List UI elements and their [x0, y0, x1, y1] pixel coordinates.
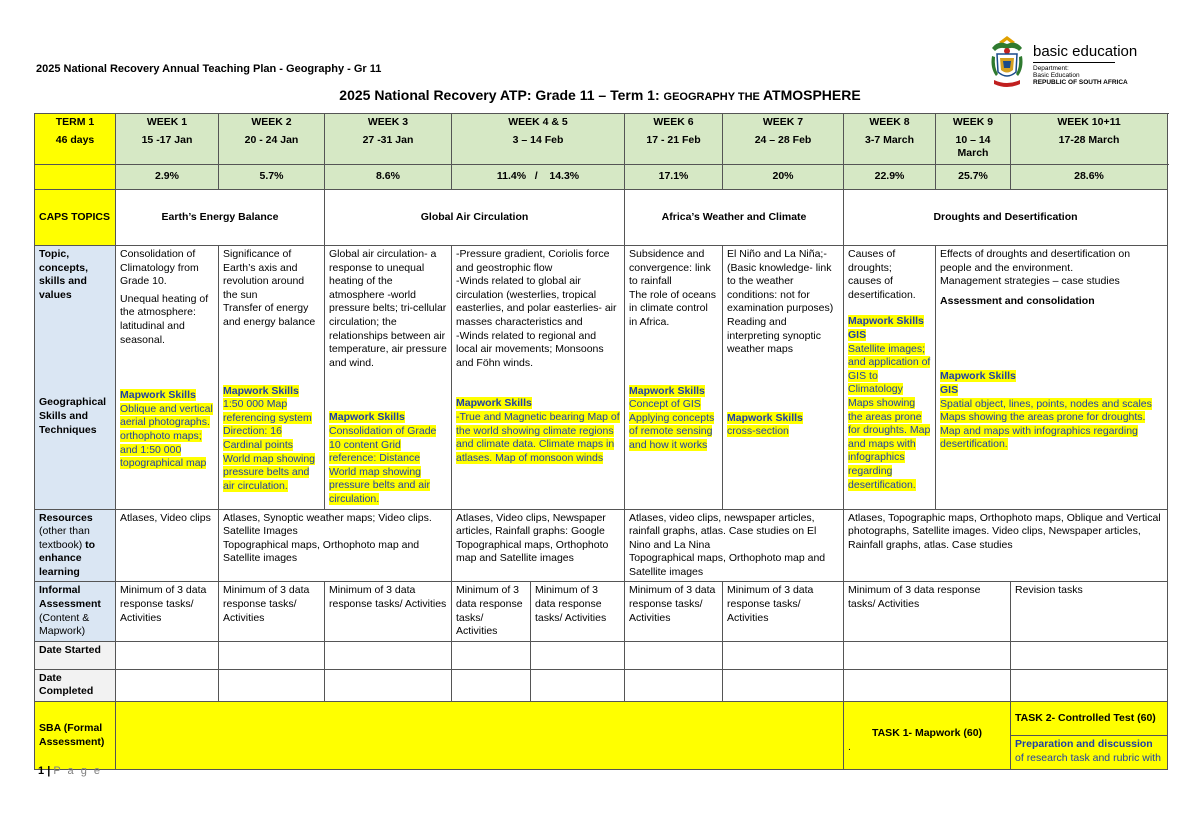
geo-skills-label: Geographical Skills and Techniques	[39, 396, 107, 436]
title-main: 2025 National Recovery ATP: Grade 11 – Term 1:	[339, 87, 664, 103]
week-label: WEEK 10+11	[1057, 116, 1121, 128]
topic-text: The role of oceans in climate control in Africa.	[629, 288, 716, 328]
week-percentage: 11.4% / 14.3%	[452, 165, 625, 190]
week-1-content	[116, 246, 219, 510]
sba-label: SBA (Formal Assessment)	[35, 702, 116, 770]
mapwork-title: Mapwork Skills	[329, 411, 405, 424]
week-6-content	[625, 246, 723, 510]
percentage-row	[35, 165, 1168, 190]
mapwork-title: Mapwork Skills	[629, 384, 705, 397]
week-percentage: 20%	[723, 165, 844, 190]
week-2-content	[219, 246, 325, 510]
caps-topic: Africa’s Weather and Climate	[625, 190, 844, 246]
date-completed-label: Date Completed	[35, 669, 116, 701]
topic-text: Causes of droughts;	[848, 248, 896, 274]
topic-text: Management strategies – case studies	[940, 275, 1120, 288]
caps-topics-row	[35, 190, 1168, 246]
week-percentage: 17.1%	[625, 165, 723, 190]
sba-empty-area	[116, 702, 844, 770]
sba-preparation	[1011, 736, 1168, 770]
week-dates: 20 - 24 Jan	[244, 133, 299, 146]
informal-cell: Minimum of 3 data response tasks/ Activities	[531, 582, 625, 641]
week-label: WEEK 6	[653, 116, 694, 128]
date-cell[interactable]	[1011, 641, 1168, 669]
date-cell[interactable]	[1011, 669, 1168, 701]
week-7-content	[723, 246, 844, 510]
gis-title: GIS	[848, 328, 867, 341]
mapwork-text: cross-section	[727, 425, 789, 438]
mapwork-text: 1:50 000 Map referencing system Direction: 16 Cardinal points World map showing pressure belts and air circulation.	[223, 398, 316, 492]
prep-normal: of research task and rubric with	[1015, 751, 1161, 764]
sba-task-2: TASK 2- Controlled Test (60)	[1011, 702, 1168, 736]
topic-text: -Winds related to global air circulation (westerlies, tropical easterlies, and polar easterlies- air masses characteristics and	[456, 275, 617, 328]
mapwork-title: Mapwork Skills	[727, 411, 803, 424]
mapwork-title: Mapwork Skills	[848, 315, 924, 328]
date-cell[interactable]	[325, 641, 452, 669]
resources-text: Satellite Images	[223, 525, 298, 538]
topic-text: -Pressure gradient, Coriolis force and geostrophic flow	[456, 248, 610, 274]
week-label: WEEK 9	[952, 116, 994, 128]
topic-text: El Niño and La Niña;- (Basic knowledge- link to the weather conditions: not for examination purposes)	[727, 248, 834, 315]
resources-text: Atlases, video clips, newspaper articles, rainfall graphs, atlas. Case studies on El Nino and La Nina	[629, 511, 817, 551]
week-label: WEEK 3	[367, 116, 409, 128]
logo-basic-education: Basic Education	[1033, 72, 1080, 79]
mapwork-text: Concept of GIS Applying concepts of remote sensing and how it works	[629, 398, 715, 451]
coat-of-arms-icon	[988, 34, 1026, 92]
informal-cell: Minimum of 3 data response tasks/ Activities	[723, 582, 844, 641]
title-caps: GEOGRAPHY THE	[663, 91, 763, 103]
week-percentage: 2.9%	[116, 165, 219, 190]
teaching-plan-table	[34, 113, 1168, 770]
week-dates: 24 – 28 Feb	[754, 133, 812, 146]
date-cell[interactable]	[531, 669, 625, 701]
mapwork-text: Consolidation of Grade 10 content Grid reference: Distance World map showing pressure belts and air circulation.	[329, 424, 437, 505]
week-dates: 3 – 14 Feb	[512, 133, 564, 146]
task-1-dot: .	[848, 740, 851, 753]
informal-cell: Minimum of 3 data response tasks/ Activities	[844, 582, 1011, 641]
informal-assessment-label	[35, 582, 116, 641]
date-cell[interactable]	[625, 641, 723, 669]
prep-bold: Preparation and discussion	[1015, 738, 1153, 751]
date-cell[interactable]	[116, 641, 219, 669]
date-cell[interactable]	[219, 641, 325, 669]
topic-text: Reading and interpreting synoptic weather maps	[727, 315, 821, 356]
week-percentage: 5.7%	[219, 165, 325, 190]
date-cell[interactable]	[844, 641, 1011, 669]
mapwork-title: Mapwork Skills	[223, 384, 299, 397]
week-dates: 27 -31 Jan	[362, 133, 414, 146]
resources-label-bold: Resources	[39, 511, 93, 524]
topic-text: Global air circulation- a response to unequal heating of the atmosphere -world pressure belts; tri-cellular circulation; the relationships between air temperature, air pressure and wind.	[329, 248, 447, 369]
date-cell[interactable]	[452, 641, 531, 669]
logo-republic: REPUBLIC OF SOUTH AFRICA	[1033, 79, 1128, 86]
week-9-11-content	[936, 246, 1168, 510]
week-percentage: 28.6%	[1011, 165, 1168, 190]
week-6-header	[625, 114, 723, 165]
caps-topic: Global Air Circulation	[325, 190, 625, 246]
informal-cell: Minimum of 3 data response tasks/ Activities	[452, 582, 531, 641]
date-cell[interactable]	[219, 669, 325, 701]
document-header: 2025 National Recovery Annual Teaching Plan - Geography - Gr 11	[36, 63, 382, 75]
caps-topics-label: CAPS TOPICS	[35, 190, 116, 246]
mapwork-text: -True and Magnetic bearing Map of the world showing climate regions and climate data. Climate maps in atlases. Map of monsoon winds	[456, 410, 620, 464]
page-footer	[38, 765, 102, 777]
week-3-header	[325, 114, 452, 165]
informal-label-normal: (Content & Mapwork)	[39, 611, 90, 638]
week-7-header	[723, 114, 844, 165]
week-label: WEEK 1	[146, 116, 188, 128]
mapwork-text: Oblique and vertical aerial photographs. orthophoto maps; and 1:50 000 topographical map	[120, 402, 213, 470]
date-cell[interactable]	[452, 669, 531, 701]
mapwork-title: Mapwork Skills	[940, 370, 1016, 383]
topic-text: Subsidence and convergence: link to rainfall	[629, 248, 711, 288]
week-label: WEEK 8	[869, 116, 910, 128]
informal-cell: Minimum of 3 data response tasks/ Activities	[116, 582, 219, 641]
resources-row	[35, 509, 1168, 582]
gis-title: GIS	[940, 383, 959, 396]
date-cell[interactable]	[723, 641, 844, 669]
week-3-content	[325, 246, 452, 510]
week-1-header	[116, 114, 219, 165]
date-started-label: Date Started	[35, 641, 116, 669]
resources-text: Topographical maps, Orthophoto map and Satellite images	[223, 538, 420, 565]
week-4-5-content	[452, 246, 625, 510]
resources-week-6-7	[625, 509, 844, 582]
basic-education-logo	[988, 34, 1138, 94]
page-number: 1	[38, 765, 45, 777]
week-dates: 10 – 14 March	[955, 133, 991, 160]
informal-label-bold: Informal Assessment	[39, 584, 101, 611]
assessment-consolidation: Assessment and consolidation	[940, 294, 1095, 307]
week-label: WEEK 2	[251, 116, 292, 128]
week-dates: 3-7 March	[865, 133, 915, 146]
topic-skills-row	[35, 246, 1168, 510]
week-4-5-header	[452, 114, 625, 165]
week-dates: 15 -17 Jan	[141, 133, 193, 146]
week-header-row	[35, 114, 1168, 165]
sba-task-1	[844, 702, 1011, 770]
informal-cell: Revision tasks	[1011, 582, 1168, 641]
logo-department: Department:	[1033, 65, 1069, 72]
week-percentage: 22.9%	[844, 165, 936, 190]
week-percentage: 25.7%	[936, 165, 1011, 190]
resources-week-8-11: Atlases, Topographic maps, Orthophoto maps, Oblique and Vertical photographs, Satellite images. Video clips, Newspaper articles, Rainfall graphs, atlas. Case studies	[844, 509, 1168, 582]
date-cell[interactable]	[844, 669, 1011, 701]
resources-text: Atlases, Synoptic weather maps; Video clips.	[223, 511, 432, 524]
date-cell[interactable]	[531, 641, 625, 669]
week-9-header	[936, 114, 1011, 165]
term-days: 46 days	[55, 133, 95, 146]
week-10-11-header	[1011, 114, 1168, 165]
week-dates: 17-28 March	[1058, 133, 1120, 146]
footer-pipe: |	[47, 765, 51, 777]
topic-concepts-label: Topic, concepts, skills and values	[39, 248, 89, 301]
title-end: ATMOSPHERE	[762, 87, 861, 103]
sba-row	[35, 702, 1168, 736]
task-1-label: TASK 1- Mapwork (60)	[871, 726, 983, 739]
caps-topic: Earth’s Energy Balance	[116, 190, 325, 246]
caps-topic: Droughts and Desertification	[844, 190, 1168, 246]
logo-title: basic education	[1033, 43, 1138, 60]
resources-label-bold2: to enhance learning	[39, 538, 96, 578]
resources-week-2-3	[219, 509, 452, 582]
week-8-header	[844, 114, 936, 165]
mapwork-text: Spatial object, lines, points, nodes and scales Maps showing the areas prone for droughts. Map and maps with infographics regarding desertification.	[940, 397, 1152, 451]
topic-text: Significance of Earth’s axis and revolution around the sun	[223, 248, 305, 301]
date-cell[interactable]	[325, 669, 452, 701]
topic-text: Transfer of energy and energy balance	[223, 302, 316, 328]
informal-cell: Minimum of 3 data response tasks/ Activities	[625, 582, 723, 641]
page-word: P a g e	[53, 765, 102, 777]
resources-label	[35, 509, 116, 582]
date-cell[interactable]	[723, 669, 844, 701]
week-percentage: 8.6%	[325, 165, 452, 190]
topic-text: Unequal heating of the atmosphere: latitudinal and seasonal.	[120, 292, 209, 346]
logo-divider	[1033, 62, 1115, 63]
topic-skills-label	[35, 246, 116, 510]
informal-cell: Minimum of 3 data response tasks/ Activities	[219, 582, 325, 641]
resources-label-normal: (other than textbook)	[39, 525, 90, 551]
resources-week-4-5: Atlases, Video clips, Newspaper articles, Rainfall graphs: Google Topographical maps, Orthophoto map and Satellite images	[452, 509, 625, 582]
informal-assessment-row	[35, 582, 1168, 641]
resources-text: Topographical maps, Orthophoto map and Satellite images	[629, 552, 826, 578]
week-dates: 17 - 21 Feb	[646, 133, 701, 146]
mapwork-title: Mapwork Skills	[456, 397, 532, 410]
page-title	[0, 87, 1200, 103]
week-label: WEEK 4 & 5	[508, 116, 568, 128]
percentage-label-cell	[35, 165, 116, 190]
resources-week-1: Atlases, Video clips	[116, 509, 219, 582]
week-8-content	[844, 246, 936, 510]
week-2-header	[219, 114, 325, 165]
informal-cell: Minimum of 3 data response tasks/ Activities	[325, 582, 452, 641]
topic-text: Effects of droughts and desertification on people and the environment.	[940, 248, 1131, 274]
mapwork-title: Mapwork Skills	[120, 389, 196, 402]
week-label: WEEK 7	[762, 116, 804, 128]
term-cell	[35, 114, 116, 165]
topic-text: causes of desertification.	[848, 275, 916, 301]
date-cell[interactable]	[625, 669, 723, 701]
date-completed-row	[35, 669, 1168, 701]
term-label: TERM 1	[55, 116, 95, 128]
date-cell[interactable]	[116, 669, 219, 701]
mapwork-text: Satellite images; and application of GIS to Climatology Maps showing the areas prone for droughts. Map and maps with infographics regarding desertification.	[848, 342, 931, 491]
date-started-row	[35, 641, 1168, 669]
topic-text: -Winds related to regional and local air movements; Monsoons and Föhn winds.	[456, 329, 604, 369]
topic-text: Consolidation of Climatology from Grade 10.	[120, 248, 199, 288]
